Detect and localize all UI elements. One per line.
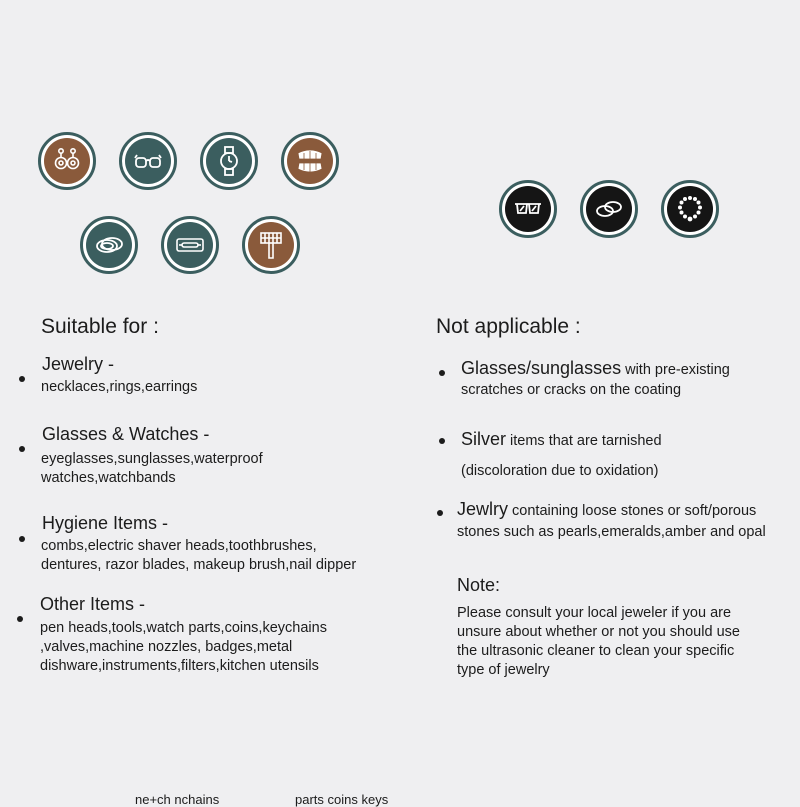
watch-icon	[200, 132, 258, 190]
na-item-strong: Jewlry	[457, 499, 509, 519]
bullet	[19, 536, 25, 542]
pearl-necklace-icon	[661, 180, 719, 238]
sunglasses-icon	[499, 180, 557, 238]
bullet	[17, 616, 23, 622]
note-heading: Note:	[457, 575, 501, 595]
na-item-line1	[461, 430, 662, 451]
silver-ring-icon	[580, 180, 638, 238]
razor-blade-icon	[161, 216, 219, 274]
na-item-line2: scratches or cracks on the coating	[461, 382, 682, 398]
item-title: Hygiene Items -	[42, 513, 169, 533]
item-desc: ,valves,machine nozzles, badges,metal	[40, 639, 293, 655]
na-item-line1	[457, 500, 756, 521]
bullet	[437, 510, 443, 516]
note-line: the ultrasonic cleaner to clean your specific	[457, 643, 735, 659]
na-item-rest: with pre-existing	[621, 362, 730, 378]
na-item-line1	[461, 359, 730, 380]
not-applicable-heading: Not applicable :	[436, 315, 581, 338]
cutoff-text: ne+ch nchains	[135, 792, 220, 807]
item-title: Jewelry -	[42, 354, 115, 374]
item-desc: eyeglasses,sunglasses,waterproof	[41, 451, 263, 467]
dentures-icon	[281, 132, 339, 190]
note-line: unsure about whether or not you should use	[457, 624, 740, 640]
cutoff-text: parts coins keys	[295, 792, 389, 807]
bullet	[439, 370, 445, 376]
bullet	[19, 446, 25, 452]
comb-icon	[242, 216, 300, 274]
item-desc: pen heads,tools,watch parts,coins,keychains	[40, 620, 327, 636]
note-line: Please consult your local jeweler if you are	[457, 605, 732, 621]
bullet	[19, 376, 25, 382]
na-item-rest: containing loose stones or soft/porous	[508, 503, 757, 519]
item-desc: dentures, razor blades, makeup brush,nail dipper	[41, 557, 357, 573]
ring-icon	[80, 216, 138, 274]
earrings-icon	[38, 132, 96, 190]
item-title: Other Items -	[40, 594, 146, 614]
suitable-heading: Suitable for :	[41, 315, 159, 338]
na-item-line2: stones such as pearls,emeralds,amber and opal	[457, 524, 766, 540]
glasses-icon	[119, 132, 177, 190]
na-item-strong: Silver	[461, 429, 507, 449]
bullet	[439, 438, 445, 444]
item-desc: watches,watchbands	[41, 470, 176, 486]
na-item-line2: (discoloration due to oxidation)	[461, 463, 659, 479]
item-desc: combs,electric shaver heads,toothbrushes,	[41, 538, 317, 554]
note-line: type of jewelry	[457, 662, 550, 678]
na-item-strong: Glasses/sunglasses	[461, 358, 622, 378]
na-item-rest: items that are tarnished	[506, 433, 662, 449]
item-desc: dishware,instruments,filters,kitchen utensils	[40, 658, 319, 674]
item-title: Glasses & Watches -	[42, 424, 210, 444]
item-desc: necklaces,rings,earrings	[41, 379, 198, 395]
